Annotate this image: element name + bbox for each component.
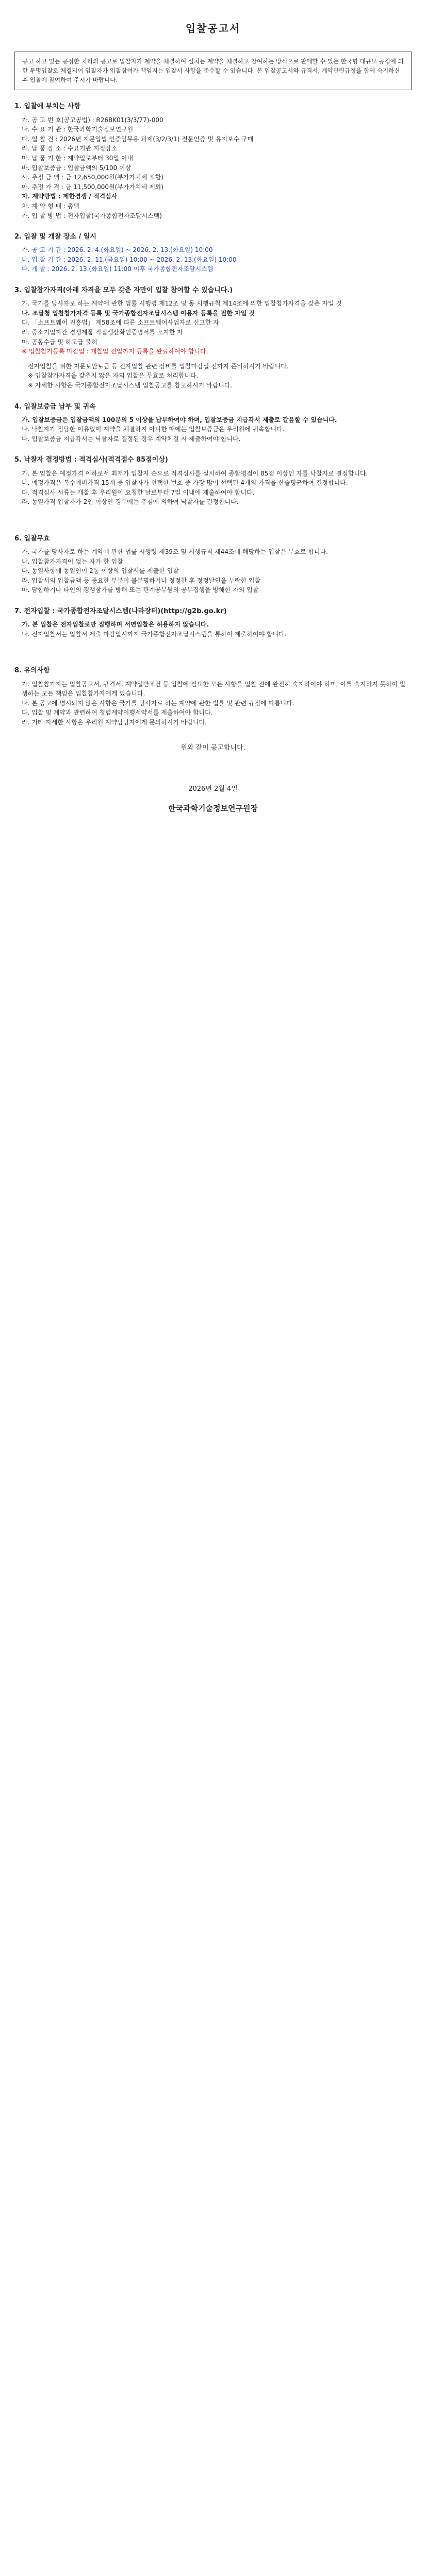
s3-line: 라. 중소기업자간 경쟁제품 직접생산확인증명서를 소지한 자 bbox=[22, 328, 183, 336]
s5-line: 라. 동일가격 입찰자가 2인 이상인 경우에는 추첨에 의하여 낙찰자를 결정합니다. bbox=[22, 498, 239, 506]
s1-line: 라. 납 품 장 소 : 수요기관 지정장소 bbox=[22, 145, 118, 152]
s1-line: 가. 공 고 번 호(공고공법) : R26BK01(3/3/77)-000 bbox=[22, 116, 163, 124]
s4-line: 다. 입찰보증금 지급각서는 낙찰자로 결정된 경우 계약체결 시 제출하여야 합니다. bbox=[22, 435, 241, 443]
section-5 bbox=[14, 455, 412, 507]
section-6 bbox=[14, 534, 412, 595]
section-2 bbox=[14, 232, 412, 274]
s3-line: 가. 국가를 당사자로 하는 계약에 관한 법률 시행령 제12조 및 동 시행규칙 제14조에 의한 입찰참가자격을 갖춘 자일 것 bbox=[22, 300, 342, 308]
s5-line: 나. 예정가격은 복수예비가격 15개 중 입찰자가 선택한 번호 중 가장 많이 선택된 4개의 가격을 산술평균하여 결정합니다. bbox=[22, 479, 348, 487]
section-7-title: 7. 전자입찰 : 국가종합전자조달시스템(나라장터)(http://g2b.go.kr) bbox=[14, 607, 227, 616]
announcement-date: 2026년 2월 4일 bbox=[188, 785, 238, 793]
s6-line: 마. 담합하거나 타인의 경쟁참가를 방해 또는 관계공무원의 공무집행을 방해한 자의 입찰 bbox=[22, 586, 259, 594]
s3b-line: 전자입찰을 위한 지문보안토큰 등 전자입찰 관련 장비를 입찰마감일 전까지 준비하시기 바랍니다. bbox=[28, 362, 289, 370]
s1-line: 사. 추정 금 액 : 금 12,650,000원(부가가치세 포함) bbox=[22, 174, 163, 181]
s3b-line: ※ 입찰참가자격을 갖추지 않은 자의 입찰은 무효로 처리합니다. bbox=[28, 372, 199, 380]
section-7 bbox=[14, 606, 412, 639]
document-title: 입찰공고서 bbox=[185, 22, 241, 35]
notice-box: 공고 하고 있는 공정한 처리의 공고로 입찰자가 계약을 체결하여 설치는 계약을 체결하고 참여하는 방식으로 판매할 수 있는 한국형 대규모 공정에 의한 투명입찰로 체결되어 입찰자가 입찰참여가 책임지는 입찰서 사항을 준수할 수 있습니다. 본 입찰공고서와 규격서, 계약관련규정을 함께 숙지하신 후 입찰에 참여하여 주시기 바랍니다. bbox=[14, 52, 412, 90]
s7-line: 가. 본 입찰은 전자입찰로만 집행하며 서면입찰은 허용하지 않습니다. bbox=[22, 621, 209, 629]
s1-line: 카. 입 찰 방 법 : 전자입찰(국가종합전자조달시스템) bbox=[22, 212, 162, 219]
closing-text: 위와 같이 공고합니다. bbox=[181, 743, 245, 752]
s8-line: 다. 입찰 및 계약과 관련하여 청렴계약이행서약서를 제출하여야 합니다. bbox=[22, 709, 213, 717]
s3-line: 나. 조달청 입찰참가자격 등록 및 국가종합전자조달시스템 이용자 등록을 필한 자일 것 bbox=[22, 309, 255, 317]
s1-line: 차. 계 약 형 태 : 총액 bbox=[22, 202, 79, 210]
s1-line: 다. 입 찰 건 : 2026년 지문입법 인증임무용 과제(3/2/3/1) 전문인증 및 유지보수 구매 bbox=[22, 135, 254, 143]
s6-line: 가. 국가를 당사자로 하는 계약에 관한 법률 시행령 제39조 및 시행규칙 제44조에 해당하는 입찰은 무효로 합니다. bbox=[22, 548, 328, 556]
s1-line: 자. 계약방법 : 제한경쟁 / 적격심사 bbox=[22, 193, 118, 200]
s7-line: 나. 전자입찰서는 입찰서 제출 마감일시까지 국가종합전자조달시스템을 통하여 제출하여야 합니다. bbox=[22, 630, 287, 638]
s3-line: 마. 공동수급 및 하도급 불허 bbox=[22, 338, 97, 346]
s8-line: 나. 본 공고에 명시되지 않은 사항은 국가를 당사자로 하는 계약에 관한 법률 및 관련 규정에 따릅니다. bbox=[22, 699, 294, 707]
s6-line: 라. 입찰서의 입찰금액 등 중요한 부분이 불분명하거나 정정한 후 정정날인을 누락한 입찰 bbox=[22, 577, 261, 584]
section-2-title: 2. 입찰 및 개찰 장소 / 일시 bbox=[14, 233, 96, 241]
section-3 bbox=[14, 285, 412, 390]
s8-line: 가. 입찰참가자는 입찰공고서, 규격서, 계약일반조건 등 입찰에 필요한 모든 사항을 입찰 전에 완전히 숙지하여야 하며, 이를 숙지하지 못하여 발생하는 모든 책임은 입찰참가자에게 있습니다. bbox=[22, 680, 406, 698]
s3-line: 다. 「소프트웨어 진흥법」 제58조에 따른 소프트웨어사업자로 신고한 자 bbox=[22, 319, 219, 327]
s2-line: 가. 공 고 기 간 : 2026. 2. 4.(화요일) ~ 2026. 2. 13.(화요일) 10:00 bbox=[22, 246, 213, 254]
s6-line: 나. 입찰참가자격이 없는 자가 한 입찰 bbox=[22, 557, 123, 565]
s3-emphasis: ※ 입찰참가등록 마감일 : 개찰일 전일까지 등록을 완료하여야 합니다. bbox=[22, 348, 208, 355]
section-8-title: 8. 유의사항 bbox=[14, 667, 50, 675]
s2-line: 다. 개 찰 : 2026. 2. 13.(화요일) 11:00 이후 국가종합전자조달시스템 bbox=[22, 265, 214, 273]
s2-line: 나. 입 찰 기 간 : 2026. 2. 11.(금요일) 10:00 ~ 2026. 2. 13.(화요일) 10:00 bbox=[22, 256, 237, 263]
s1-line: 마. 납 품 기 한 : 계약일로부터 30일 이내 bbox=[22, 154, 133, 162]
s8-line: 라. 기타 자세한 사항은 우리원 계약담당자에게 문의하시기 바랍니다. bbox=[22, 718, 207, 726]
s1-line: 아. 추정 가 격 : 금 11,500,000원(부가가치세 제외) bbox=[22, 183, 163, 191]
section-5-title: 5. 낙찰자 결정방법 : 적격심사(적격점수 85점이상) bbox=[14, 456, 168, 464]
section-1-title: 1. 입찰에 부치는 사항 bbox=[14, 103, 81, 111]
section-8 bbox=[14, 666, 412, 727]
section-3-title: 3. 입찰참가자격(아래 자격을 모두 갖춘 자만이 입찰 참여할 수 있습니다.) bbox=[14, 286, 233, 295]
s5-line: 가. 본 입찰은 예정가격 이하로서 최저가 입찰자 순으로 적격심사를 실시하여 종합평점이 85점 이상인 자를 낙찰자로 결정합니다. bbox=[22, 469, 368, 477]
section-1 bbox=[14, 101, 412, 221]
s6-line: 다. 동일사항에 동일인이 2통 이상의 입찰서를 제출한 입찰 bbox=[22, 567, 179, 575]
s1-line: 바. 입찰보증금 : 입찰금액의 5/100 이상 bbox=[22, 164, 132, 172]
section-4-title: 4. 입찰보증금 납부 및 귀속 bbox=[14, 402, 96, 411]
s5-line: 다. 적격심사 서류는 개찰 후 우리원이 요청한 날로부터 7일 이내에 제출하여야 합니다. bbox=[22, 488, 255, 496]
section-6-title: 6. 입찰무효 bbox=[14, 534, 50, 543]
s4-line: 가. 입찰보증금은 입찰금액의 100분의 5 이상을 납부하여야 하며, 입찰보증금 지급각서 제출로 갈음할 수 있습니다. bbox=[22, 416, 337, 423]
s3b-line: ※ 자세한 사항은 국가종합전자조달시스템 입찰공고를 참고하시기 바랍니다. bbox=[28, 381, 233, 389]
s4-line: 나. 낙찰자가 정당한 이유없이 계약을 체결하지 아니한 때에는 입찰보증금은 우리원에 귀속합니다. bbox=[22, 426, 285, 433]
s1-line: 나. 수 요 기 관 : 한국과학기술정보연구원 bbox=[22, 126, 134, 133]
organization-name: 한국과학기술정보연구원장 bbox=[168, 803, 258, 813]
section-4 bbox=[14, 402, 412, 444]
